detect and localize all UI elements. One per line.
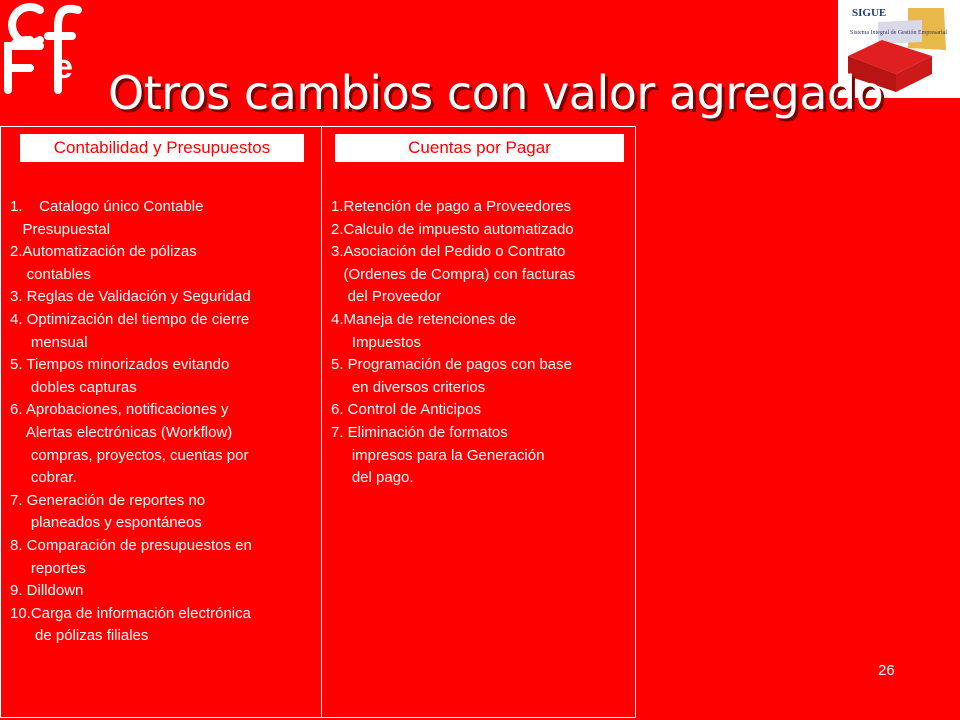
list-item: 7. Generación de reportes no [10, 491, 206, 509]
list-item: contables [10, 265, 91, 283]
list-item: planeados y espontáneos [10, 514, 202, 532]
list-item: Presupuestal [10, 220, 111, 238]
list-item: mensual [10, 333, 88, 351]
right-column-list [331, 196, 575, 490]
list-item: 5. Tiempos minorizados evitando [10, 356, 230, 374]
list-item: compras, proyectos, cuentas por [10, 446, 249, 464]
list-item: 6. Aprobaciones, notificaciones y [10, 401, 229, 419]
list-item: 2.Calculo de impuesto automatizado [331, 220, 574, 238]
list-item: 3.Asociación del Pedido o Contrato [331, 243, 566, 261]
list-item: 2.Automatización de pólizas [10, 243, 197, 261]
slide-title: Otros cambios con valor agregado [108, 66, 884, 120]
list-item: 4. Optimización del tiempo de cierre [10, 310, 250, 328]
list-item: 8. Comparación de presupuestos en [10, 536, 252, 554]
sigue-logo-subtitle: Sistema Integral de Gestión Empresarial [850, 30, 947, 36]
list-item: 5. Programación de pagos con base [331, 356, 572, 374]
list-item: del Proveedor [331, 288, 442, 306]
sigue-logo-text: SIGUE [852, 7, 887, 19]
list-item: 4.Maneja de retenciones de [331, 310, 517, 328]
page-number: 26 [878, 662, 895, 679]
list-item: 1.Retención de pago a Proveedores [331, 198, 572, 215]
list-item: cobrar. [10, 469, 77, 487]
list-item: de pólizas filiales [10, 627, 149, 645]
list-item: (Ordenes de Compra) con facturas [331, 265, 576, 283]
list-item: 1. Catalogo único Contable [10, 198, 204, 215]
svg-text:e: e [54, 48, 73, 86]
left-column-heading: Contabilidad y Presupuestos [20, 134, 304, 162]
list-item: en diversos criterios [331, 378, 486, 396]
left-column-list [10, 196, 252, 648]
list-item: 6. Control de Anticipos [331, 401, 482, 419]
right-column-heading: Cuentas por Pagar [335, 134, 624, 162]
list-item: Impuestos [331, 333, 422, 351]
list-item: Alertas electrónicas (Workflow) [10, 423, 233, 441]
list-item: dobles capturas [10, 378, 137, 396]
list-item: 10.Carga de información electrónica [10, 604, 251, 622]
list-item: 7. Eliminación de formatos [331, 423, 508, 441]
list-item: impresos para la Generación [331, 446, 545, 464]
list-item: del pago. [331, 469, 414, 487]
list-item: 9. Dilldown [10, 582, 84, 600]
list-item: 3. Reglas de Validación y Seguridad [10, 288, 251, 306]
cfe-logo-icon [0, 0, 98, 98]
list-item: reportes [10, 559, 86, 577]
